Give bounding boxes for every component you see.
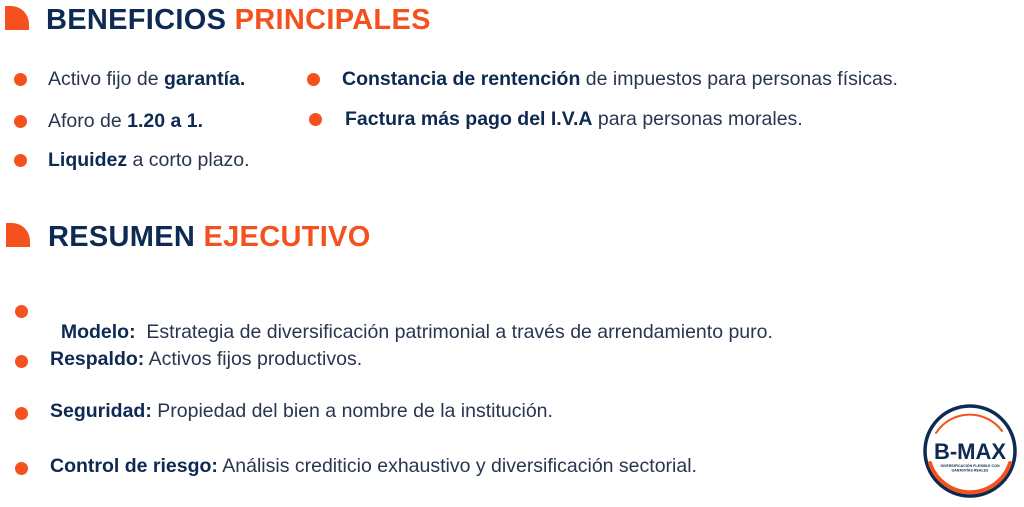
bullet-dot (309, 113, 322, 126)
item-text: de impuestos para personas físicas. (580, 68, 898, 90)
item-text: Análisis crediticio exhaustivo y diversificación sectorial. (217, 455, 697, 477)
item-bold: 1.20 a 1. (127, 110, 204, 132)
bmax-logo (922, 403, 1018, 499)
title-part-accent: EJECUTIVO (203, 221, 371, 253)
list-item (50, 455, 697, 478)
list-item (48, 68, 245, 91)
item-bold: Modelo: (60, 321, 136, 343)
item-text: Aforo de (48, 110, 128, 132)
item-bold: Constancia de rentención (342, 68, 581, 90)
bullet-dot (14, 115, 27, 128)
item-bold: Control de riesgo: (50, 455, 218, 477)
bullet-dot (14, 73, 27, 86)
item-bold: Factura más pago del I.V.A (345, 108, 593, 130)
logo-tagline-2: GARANTÍAS REALES (951, 468, 989, 473)
item-bold: Seguridad: (50, 400, 152, 422)
item-text: para personas morales. (592, 108, 803, 130)
title-part-main: BENEFICIOS (46, 4, 227, 36)
section-title-beneficios (46, 4, 431, 37)
list-item (345, 108, 803, 131)
item-bold: Liquidez (48, 149, 128, 171)
quarter-circle-icon (5, 6, 29, 30)
bullet-dot (15, 462, 28, 475)
bullet-dot (307, 73, 320, 86)
list-item (50, 298, 773, 344)
title-part-accent: PRINCIPALES (234, 4, 431, 36)
item-text: Estrategia de diversificación patrimonial a través de arrendamiento puro. (135, 321, 773, 343)
list-item (342, 68, 898, 91)
list-item (50, 400, 553, 423)
item-bold: garantía. (163, 68, 246, 90)
bullet-dot (15, 407, 28, 420)
item-text: Propiedad del bien a nombre de la institución. (151, 400, 553, 422)
item-text: a corto plazo. (127, 149, 250, 171)
list-item (48, 149, 250, 172)
list-item (50, 348, 362, 371)
item-text: Activos fijos productivos. (144, 348, 363, 370)
item-bold: Respaldo: (50, 348, 145, 370)
list-item (48, 110, 203, 133)
section-title-resumen (48, 221, 371, 254)
title-part-main: RESUMEN (48, 221, 196, 253)
logo-name: B-MAX (933, 439, 1007, 464)
logo-tagline-1: DIVERSIFICACIÓN FLEXIBLE CON (940, 464, 1000, 468)
item-text: Activo fijo de (48, 68, 164, 90)
bullet-dot (14, 154, 27, 167)
bullet-dot (15, 305, 28, 318)
bullet-dot (15, 355, 28, 368)
quarter-circle-icon (6, 223, 30, 247)
